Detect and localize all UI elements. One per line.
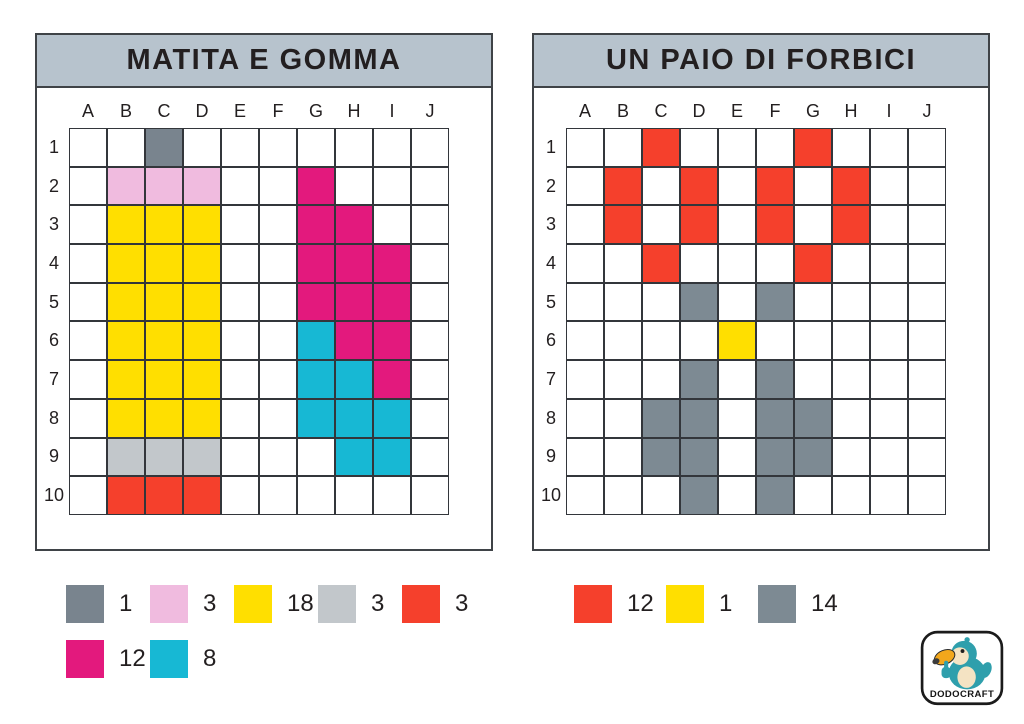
row-label-9: 9	[545, 446, 556, 467]
color-legend	[574, 585, 990, 623]
grid-cell	[221, 321, 259, 360]
dodocraft-logo	[918, 629, 1006, 713]
grid-cell	[335, 244, 373, 283]
panel-matita-e-gomma	[35, 33, 493, 678]
grid-cell	[794, 283, 832, 322]
row-label-8: 8	[545, 407, 556, 428]
grid-cell	[373, 205, 411, 244]
column-label-i: I	[389, 100, 395, 121]
grid-cell	[183, 399, 221, 438]
grid-cell	[604, 128, 642, 167]
grid-cell	[183, 438, 221, 477]
grid-cell	[221, 360, 259, 399]
grid-cell	[604, 205, 642, 244]
pixel-grid	[39, 94, 491, 515]
grid-cell	[680, 321, 718, 360]
grid-cell	[642, 438, 680, 477]
grid-cell	[107, 360, 145, 399]
color-legend	[66, 585, 493, 678]
grid-cell	[680, 399, 718, 438]
grid-cell	[145, 283, 183, 322]
legend-item	[574, 585, 666, 623]
grid-cell	[297, 321, 335, 360]
grid-cell	[145, 167, 183, 206]
grid-cell	[373, 244, 411, 283]
grid-cell	[221, 438, 259, 477]
column-label-j: J	[425, 100, 435, 121]
legend-row	[66, 640, 493, 678]
legend-item	[234, 585, 318, 623]
color-count: 14	[811, 590, 838, 617]
legend-item	[150, 585, 234, 623]
grid-cell	[183, 128, 221, 167]
color-count: 12	[627, 590, 654, 617]
grid-cell	[794, 321, 832, 360]
grid-cell	[335, 476, 373, 515]
grid-cell	[794, 205, 832, 244]
grid-cell	[908, 167, 946, 206]
grid-cell	[69, 438, 107, 477]
grid-cell	[718, 244, 756, 283]
grid-cell	[107, 128, 145, 167]
grid-cell	[297, 167, 335, 206]
grid-cell	[297, 438, 335, 477]
column-label-d: D	[195, 100, 209, 121]
logo-text: DODOCRAFT	[929, 689, 995, 701]
panel-title-bar	[532, 33, 990, 88]
grid-cell	[680, 244, 718, 283]
row-label-4: 4	[48, 252, 59, 273]
column-label-f: F	[769, 100, 781, 121]
grid-cell	[870, 476, 908, 515]
grid-cell	[69, 399, 107, 438]
grid-cell	[566, 360, 604, 399]
grid-cell	[642, 476, 680, 515]
color-swatch	[150, 640, 188, 678]
grid-cell	[297, 283, 335, 322]
grid-cell	[718, 399, 756, 438]
grid-cell	[566, 167, 604, 206]
column-label-c: C	[654, 100, 668, 121]
dodo-eye	[961, 649, 965, 653]
row-label-7: 7	[48, 368, 59, 389]
panel-un-paio-di-forbici	[532, 33, 990, 623]
column-label-f: F	[272, 100, 284, 121]
column-label-b: B	[119, 100, 132, 121]
grid-cell	[107, 399, 145, 438]
column-label-b: B	[616, 100, 629, 121]
grid-cell	[718, 205, 756, 244]
row-label-1: 1	[545, 136, 556, 157]
grid-cell	[794, 476, 832, 515]
row-label-10: 10	[540, 485, 562, 506]
grid-cell	[604, 167, 642, 206]
legend-item	[66, 640, 150, 678]
grid-cell	[832, 399, 870, 438]
grid-cell	[373, 167, 411, 206]
grid-cell	[145, 438, 183, 477]
pixel-grid-box	[35, 88, 493, 551]
grid-cell	[908, 476, 946, 515]
grid-cell	[604, 438, 642, 477]
grid-cell	[794, 244, 832, 283]
grid-cell	[908, 399, 946, 438]
grid-cell	[107, 167, 145, 206]
grid-cell	[411, 205, 449, 244]
grid-cell	[335, 167, 373, 206]
color-count: 18	[287, 590, 314, 617]
color-swatch	[66, 640, 104, 678]
column-label-j: J	[922, 100, 932, 121]
color-swatch	[666, 585, 704, 623]
grid-cell	[297, 360, 335, 399]
legend-item	[402, 585, 486, 623]
grid-cell	[794, 128, 832, 167]
grid-cell	[411, 360, 449, 399]
grid-cell	[680, 205, 718, 244]
row-label-5: 5	[48, 291, 59, 312]
grid-cell	[756, 205, 794, 244]
grid-cell	[221, 283, 259, 322]
grid-cell	[718, 128, 756, 167]
grid-cell	[183, 167, 221, 206]
row-label-10: 10	[43, 485, 65, 506]
grid-cell	[145, 321, 183, 360]
row-label-6: 6	[545, 330, 556, 351]
grid-cell	[145, 360, 183, 399]
color-count: 3	[371, 590, 385, 617]
grid-corner	[39, 94, 69, 128]
grid-cell	[870, 399, 908, 438]
grid-cell	[335, 321, 373, 360]
grid-cell	[832, 321, 870, 360]
grid-cell	[259, 321, 297, 360]
grid-cell	[680, 128, 718, 167]
grid-cell	[411, 128, 449, 167]
grid-cell	[335, 205, 373, 244]
grid-cell	[566, 399, 604, 438]
grid-cell	[908, 205, 946, 244]
grid-corner	[536, 94, 566, 128]
column-label-e: E	[730, 100, 743, 121]
grid-cell	[680, 167, 718, 206]
color-count: 1	[119, 590, 133, 617]
grid-cell	[297, 128, 335, 167]
color-swatch	[66, 585, 104, 623]
legend-item	[150, 640, 234, 678]
grid-cell	[756, 283, 794, 322]
grid-cell	[221, 476, 259, 515]
grid-cell	[832, 244, 870, 283]
legend-item	[318, 585, 402, 623]
grid-cell	[870, 128, 908, 167]
grid-cell	[832, 360, 870, 399]
grid-cell	[69, 244, 107, 283]
grid-cell	[794, 399, 832, 438]
row-label-2: 2	[48, 175, 59, 196]
grid-cell	[908, 128, 946, 167]
grid-cell	[69, 476, 107, 515]
row-label-5: 5	[545, 291, 556, 312]
color-count: 3	[203, 590, 217, 617]
grid-cell	[183, 476, 221, 515]
grid-cell	[335, 360, 373, 399]
grid-cell	[642, 283, 680, 322]
grid-cell	[107, 438, 145, 477]
row-label-4: 4	[545, 252, 556, 273]
grid-cell	[718, 438, 756, 477]
column-label-a: A	[578, 100, 591, 121]
grid-cell	[870, 167, 908, 206]
grid-cell	[756, 244, 794, 283]
legend-item	[66, 585, 150, 623]
color-swatch	[234, 585, 272, 623]
grid-cell	[870, 205, 908, 244]
grid-cell	[221, 399, 259, 438]
row-label-1: 1	[48, 136, 59, 157]
grid-cell	[680, 476, 718, 515]
legend-row	[66, 585, 493, 623]
color-count: 12	[119, 645, 146, 672]
column-label-a: A	[81, 100, 94, 121]
grid-cell	[297, 244, 335, 283]
grid-cell	[373, 476, 411, 515]
grid-cell	[183, 205, 221, 244]
grid-cell	[642, 205, 680, 244]
dodo-belly	[957, 666, 975, 687]
row-label-9: 9	[48, 446, 59, 467]
pixel-grid-box	[532, 88, 990, 551]
dodo-crest	[964, 637, 969, 642]
grid-cell	[145, 128, 183, 167]
grid-cell	[259, 438, 297, 477]
legend-row	[574, 585, 990, 623]
grid-cell	[335, 399, 373, 438]
grid-cell	[145, 476, 183, 515]
grid-cell	[566, 128, 604, 167]
grid-cell	[604, 321, 642, 360]
grid-cell	[642, 128, 680, 167]
grid-cell	[69, 167, 107, 206]
grid-cell	[604, 360, 642, 399]
grid-cell	[870, 244, 908, 283]
grid-cell	[297, 399, 335, 438]
grid-cell	[832, 283, 870, 322]
grid-cell	[221, 128, 259, 167]
row-label-3: 3	[545, 214, 556, 235]
pixel-grid	[536, 94, 988, 515]
grid-cell	[259, 399, 297, 438]
column-label-e: E	[233, 100, 246, 121]
grid-cell	[69, 205, 107, 244]
grid-cell	[680, 438, 718, 477]
grid-cell	[107, 205, 145, 244]
dodo-thumb	[944, 661, 948, 670]
grid-cell	[756, 399, 794, 438]
grid-cell	[604, 399, 642, 438]
color-count: 3	[455, 590, 469, 617]
grid-cell	[411, 283, 449, 322]
grid-cell	[908, 244, 946, 283]
grid-cell	[870, 360, 908, 399]
row-label-6: 6	[48, 330, 59, 351]
grid-cell	[870, 283, 908, 322]
grid-cell	[832, 476, 870, 515]
row-label-3: 3	[48, 214, 59, 235]
column-label-i: I	[886, 100, 892, 121]
row-label-8: 8	[48, 407, 59, 428]
grid-cell	[756, 360, 794, 399]
grid-cell	[373, 438, 411, 477]
grid-cell	[908, 283, 946, 322]
grid-cell	[297, 476, 335, 515]
grid-cell	[183, 244, 221, 283]
grid-cell	[259, 476, 297, 515]
grid-cell	[832, 438, 870, 477]
grid-cell	[566, 283, 604, 322]
color-swatch	[402, 585, 440, 623]
grid-cell	[411, 438, 449, 477]
grid-cell	[183, 360, 221, 399]
grid-cell	[335, 438, 373, 477]
grid-cell	[718, 167, 756, 206]
grid-cell	[604, 244, 642, 283]
grid-cell	[259, 360, 297, 399]
color-swatch	[758, 585, 796, 623]
grid-cell	[756, 321, 794, 360]
grid-cell	[756, 167, 794, 206]
color-swatch	[574, 585, 612, 623]
grid-cell	[832, 128, 870, 167]
grid-cell	[718, 283, 756, 322]
grid-cell	[297, 205, 335, 244]
grid-cell	[107, 244, 145, 283]
row-label-7: 7	[545, 368, 556, 389]
grid-cell	[145, 244, 183, 283]
panel-title-bar	[35, 33, 493, 88]
grid-cell	[183, 321, 221, 360]
grid-cell	[718, 360, 756, 399]
column-label-d: D	[692, 100, 706, 121]
grid-cell	[566, 476, 604, 515]
column-label-c: C	[157, 100, 171, 121]
grid-cell	[221, 167, 259, 206]
grid-cell	[259, 283, 297, 322]
grid-cell	[718, 321, 756, 360]
grid-cell	[69, 321, 107, 360]
grid-cell	[221, 205, 259, 244]
grid-cell	[604, 476, 642, 515]
grid-cell	[411, 476, 449, 515]
grid-cell	[566, 321, 604, 360]
grid-cell	[566, 244, 604, 283]
grid-cell	[373, 399, 411, 438]
grid-cell	[69, 360, 107, 399]
grid-cell	[107, 476, 145, 515]
grid-cell	[642, 244, 680, 283]
color-swatch	[150, 585, 188, 623]
grid-cell	[411, 321, 449, 360]
grid-cell	[756, 128, 794, 167]
grid-cell	[566, 205, 604, 244]
grid-cell	[373, 283, 411, 322]
grid-cell	[259, 128, 297, 167]
panel-title: MATITA E GOMMA	[126, 44, 402, 76]
grid-cell	[718, 476, 756, 515]
grid-cell	[183, 283, 221, 322]
grid-cell	[69, 283, 107, 322]
row-label-2: 2	[545, 175, 556, 196]
grid-cell	[756, 476, 794, 515]
grid-cell	[642, 399, 680, 438]
grid-cell	[259, 205, 297, 244]
column-label-h: H	[844, 100, 858, 121]
grid-cell	[335, 283, 373, 322]
grid-cell	[604, 283, 642, 322]
grid-cell	[642, 360, 680, 399]
grid-cell	[642, 321, 680, 360]
grid-cell	[832, 167, 870, 206]
grid-cell	[870, 321, 908, 360]
grid-cell	[908, 438, 946, 477]
panel-title: UN PAIO DI FORBICI	[605, 44, 917, 76]
legend-item	[758, 585, 850, 623]
grid-cell	[373, 360, 411, 399]
grid-cell	[69, 128, 107, 167]
grid-cell	[221, 244, 259, 283]
grid-cell	[335, 128, 373, 167]
grid-cell	[411, 399, 449, 438]
grid-cell	[373, 321, 411, 360]
color-swatch	[318, 585, 356, 623]
grid-cell	[680, 360, 718, 399]
grid-cell	[794, 167, 832, 206]
column-label-h: H	[347, 100, 361, 121]
grid-cell	[107, 321, 145, 360]
grid-cell	[107, 283, 145, 322]
legend-item	[666, 585, 758, 623]
grid-cell	[642, 167, 680, 206]
grid-cell	[373, 128, 411, 167]
grid-cell	[145, 205, 183, 244]
grid-cell	[832, 205, 870, 244]
grid-cell	[756, 438, 794, 477]
grid-cell	[566, 438, 604, 477]
color-count: 8	[203, 645, 217, 672]
color-count: 1	[719, 590, 733, 617]
grid-cell	[794, 360, 832, 399]
grid-cell	[259, 167, 297, 206]
grid-cell	[908, 321, 946, 360]
column-label-g: G	[308, 100, 323, 121]
grid-cell	[411, 244, 449, 283]
grid-cell	[411, 167, 449, 206]
grid-cell	[908, 360, 946, 399]
grid-cell	[794, 438, 832, 477]
grid-cell	[259, 244, 297, 283]
column-label-g: G	[805, 100, 820, 121]
grid-cell	[680, 283, 718, 322]
grid-cell	[145, 399, 183, 438]
grid-cell	[870, 438, 908, 477]
